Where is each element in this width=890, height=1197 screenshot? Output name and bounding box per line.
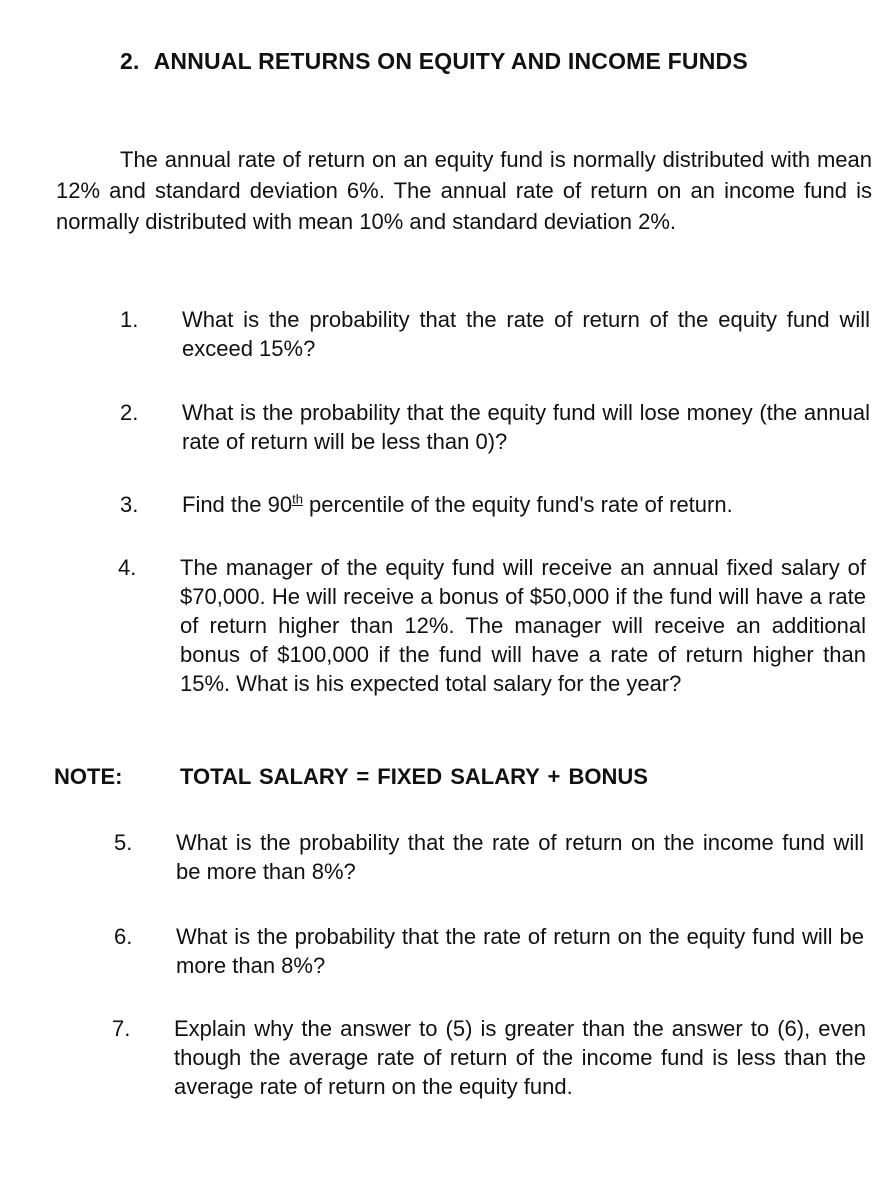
question-text: What is the probability that the rate of return of the equity fund will exceed 15%? <box>182 307 870 361</box>
section-number: 2. <box>120 48 140 74</box>
section-title <box>120 48 748 75</box>
question-number: 4. <box>118 555 137 580</box>
ordinal-suffix: th <box>292 491 303 507</box>
question-text: What is the probability that the rate of return on the income fund will be more than 8%? <box>176 830 864 884</box>
question-text: What is the probability that the rate of return on the equity fund will be more than 8%? <box>176 924 864 978</box>
intro-paragraph: The annual rate of return on an equity fund is normally distributed with mean 12% and standard deviation 6%. The annual rate of return on an income fund is normally distributed with mean 10% and standard deviation 2%. <box>56 147 872 234</box>
question-text <box>182 490 870 519</box>
question-text-after: percentile of the equity fund's rate of return. <box>302 492 733 517</box>
question-number: 5. <box>114 830 133 855</box>
question-text-before: Find the 90 <box>182 492 293 517</box>
section-title-text: ANNUAL RETURNS ON EQUITY AND INCOME FUNDS <box>153 48 748 74</box>
question-number: 7. <box>112 1016 131 1041</box>
question-number: 3. <box>120 492 139 517</box>
question-number: 6. <box>114 924 133 949</box>
note-formula: TOTAL SALARY = FIXED SALARY + BONUS <box>180 764 648 789</box>
question-text: The manager of the equity fund will receive an annual fixed salary of $70,000. He will receive a bonus of $50,000 if the fund will have a rate of return higher than 12%. The manager will receive an additional bonus of $100,000 if the fund will have a rate of return higher than 15%. What is his expected total salary for the year? <box>180 555 866 696</box>
question-number: 2. <box>120 400 139 425</box>
question-text: What is the probability that the equity fund will lose money (the annual rate of return will be less than 0)? <box>182 400 870 454</box>
note-label: NOTE: <box>54 764 123 789</box>
question-number: 1. <box>120 307 139 332</box>
question-text: Explain why the answer to (5) is greater than the answer to (6), even though the average rate of return of the income fund is less than the average rate of return on the equity fund. <box>174 1016 866 1099</box>
